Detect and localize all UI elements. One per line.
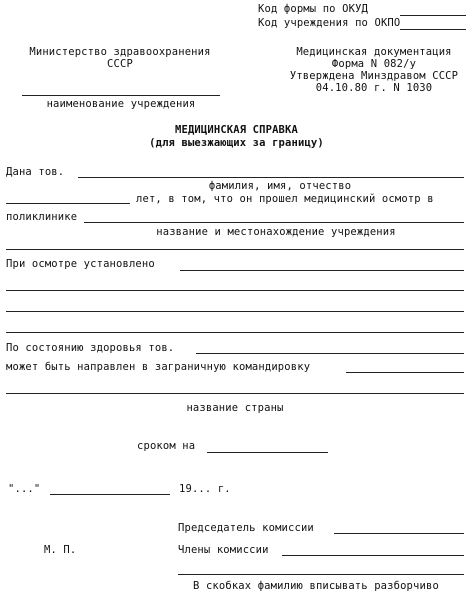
- country-caption: название страны: [186, 402, 284, 414]
- members-signature-field[interactable]: [282, 555, 464, 556]
- chairman-label: Председатель комиссии: [178, 522, 314, 534]
- members-label: Члены комиссии: [178, 544, 269, 556]
- clinic-caption: название и местонахождение учреждения: [156, 226, 396, 238]
- term-label: сроком на: [137, 440, 196, 452]
- form-number: Форма N 082/у: [331, 58, 417, 70]
- examination-line-3[interactable]: [6, 311, 464, 312]
- signature-note: В скобках фамилию вписывать разборчиво: [193, 580, 439, 592]
- examination-line-4[interactable]: [6, 332, 464, 333]
- medical-documentation-label: Медицинская документация: [296, 46, 452, 58]
- examination-field[interactable]: [180, 270, 464, 271]
- age-field[interactable]: [6, 203, 130, 204]
- may-be-sent-text: может быть направлен в заграничную командировку: [6, 361, 311, 373]
- clinic-field[interactable]: [84, 222, 464, 223]
- clinic-field-continuation[interactable]: [6, 249, 464, 250]
- health-state-label: По состоянию здоровья тов.: [6, 342, 175, 354]
- health-state-name-field[interactable]: [196, 353, 464, 354]
- full-name-field[interactable]: [78, 177, 464, 178]
- term-field[interactable]: [207, 452, 328, 453]
- okud-code-field[interactable]: [400, 15, 466, 16]
- ministry-country: СССР: [107, 58, 133, 70]
- date-month-field[interactable]: [50, 494, 170, 495]
- full-name-caption: фамилия, имя, отчество: [208, 180, 352, 192]
- okpo-code-field[interactable]: [400, 29, 466, 30]
- approval-date: 04.10.80 г. N 1030: [315, 82, 433, 94]
- ministry-name: Министерство здравоохранения: [29, 46, 211, 58]
- date-day-quote: "...": [8, 483, 41, 495]
- okud-code-label: Код формы по ОКУД: [258, 3, 369, 15]
- examination-line-2[interactable]: [6, 290, 464, 291]
- okpo-code-label: Код учреждения по ОКПО: [258, 17, 401, 29]
- country-field[interactable]: [6, 393, 464, 394]
- document-subtitle: (для выезжающих за границу): [149, 137, 324, 149]
- years-exam-text: лет, в том, что он прошел медицинский осмотр в: [136, 193, 434, 205]
- approval-authority: Утверждена Минздравом СССР: [289, 70, 459, 82]
- date-year: 19... г.: [179, 483, 231, 495]
- stamp-placeholder: М. П.: [44, 544, 77, 556]
- institution-caption: наименование учреждения: [46, 98, 196, 110]
- trip-field[interactable]: [346, 372, 464, 373]
- institution-name-field[interactable]: [22, 95, 220, 96]
- examination-label: При осмотре установлено: [6, 258, 155, 270]
- issued-to-label: Дана тов.: [6, 166, 65, 178]
- clinic-label: поликлинике: [6, 211, 78, 223]
- chairman-signature-field[interactable]: [334, 533, 464, 534]
- members-signature-line-2[interactable]: [178, 574, 464, 575]
- document-title: МЕДИЦИНСКАЯ СПРАВКА: [175, 124, 298, 136]
